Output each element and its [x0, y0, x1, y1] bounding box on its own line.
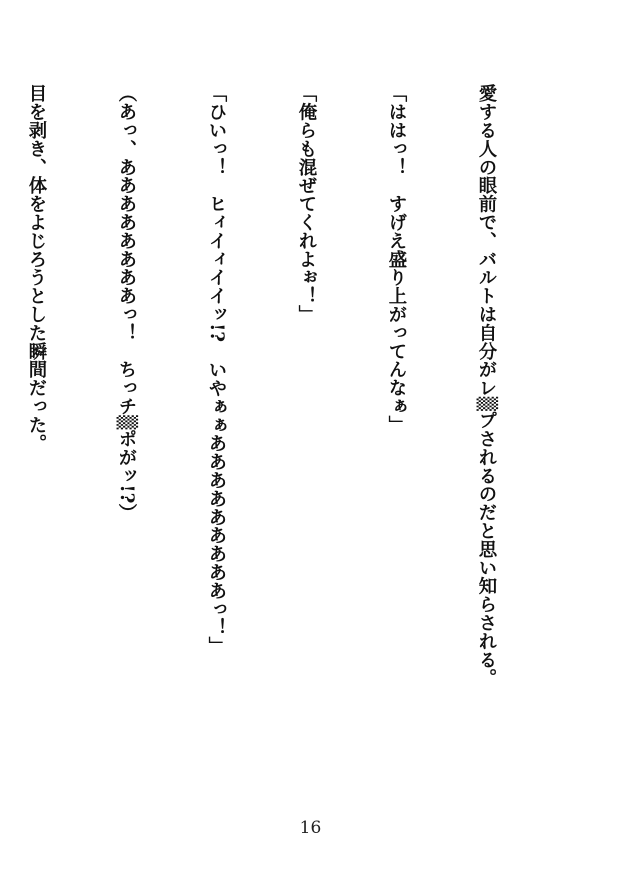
- text-line: 愛する人の眼前で、バルトは自分がレ▒プされるのだと思い知らされる。: [476, 84, 497, 687]
- text-line: 「ひいっ！ ヒィイィイイッ!? いやぁぁあああああああああっ！」: [206, 84, 227, 655]
- text-line: 「俺らも混ぜてくれよぉ！」: [296, 84, 317, 324]
- text-line: （あっ、ああああああああっ！ ちっチ▒ポがッ!?）: [116, 84, 137, 522]
- vertical-text-body: [0, 84, 561, 764]
- text-line: 目を剥き、体をよじろうとした瞬間だった。: [26, 84, 47, 452]
- page-number: 16: [299, 818, 322, 838]
- text-line: 「ははっ！ すげえ盛り上がってんなぁ」: [386, 84, 407, 434]
